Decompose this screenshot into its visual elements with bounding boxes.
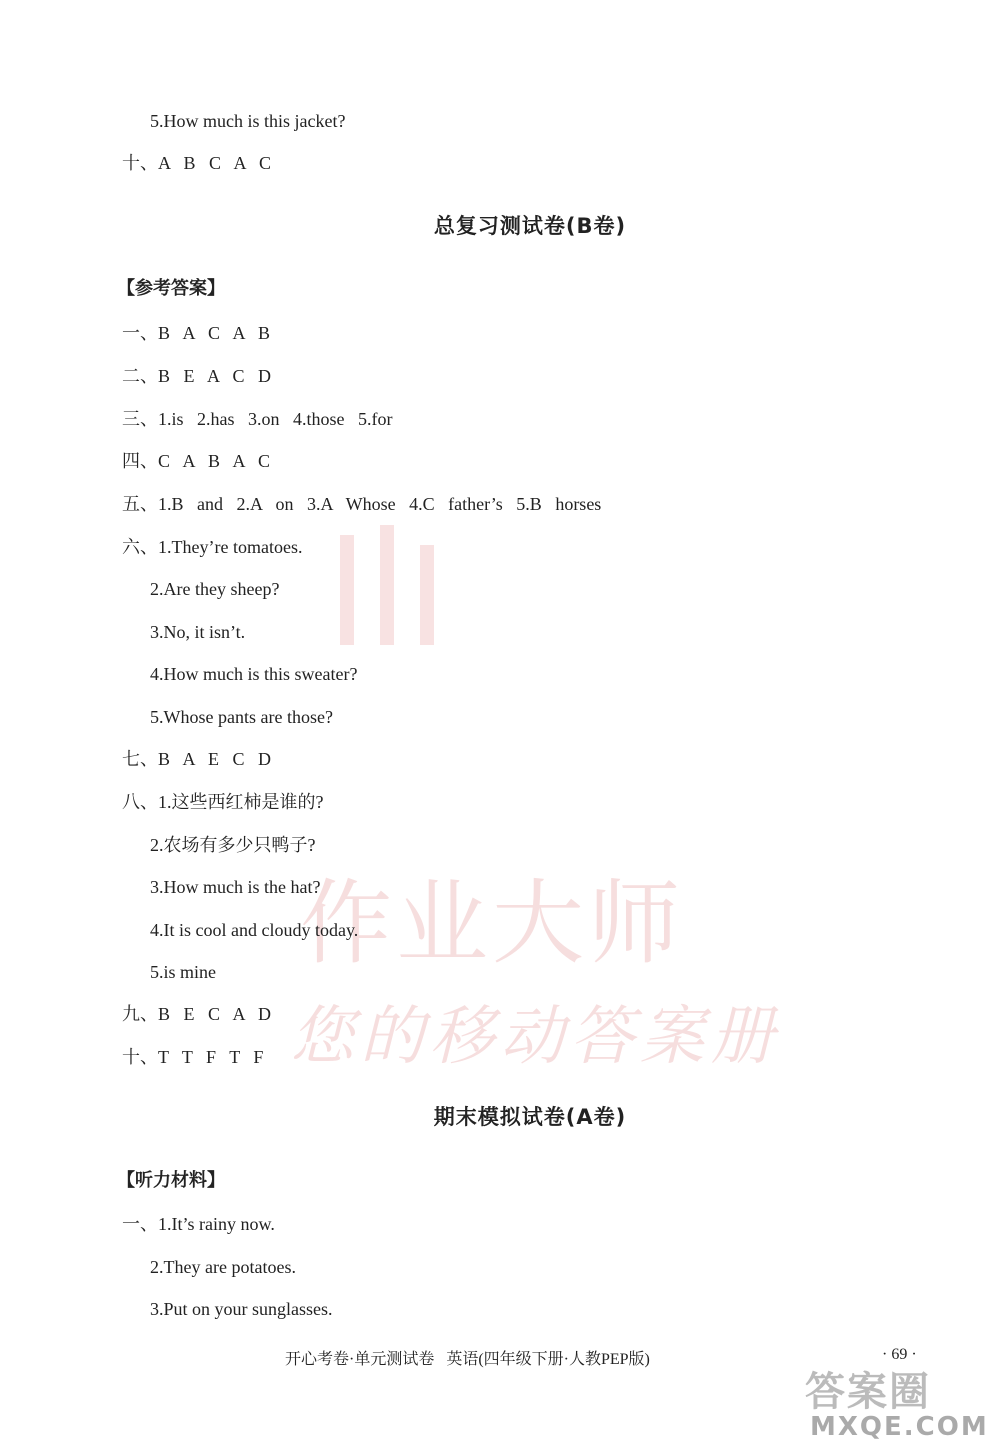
watermark-sub: 您的移动答案册 [290, 1000, 780, 1074]
answer-line: 3.How much is the hat? [150, 877, 321, 897]
answer-line: 2.农场有多少只鸭子? [150, 835, 316, 855]
answer-line: 十、T T F T F [122, 1047, 264, 1067]
section-a-title: 期末模拟试卷(A卷) [433, 1105, 627, 1129]
answer-line: 4.How much is this sweater? [150, 664, 358, 684]
answer-line: 4.It is cool and cloudy today. [150, 920, 359, 940]
answer-line: 三、1.is 2.has 3.on 4.those 5.for [122, 409, 393, 429]
answer-line: 二、B E A C D [122, 366, 272, 386]
watermark-logo [340, 525, 450, 645]
watermark-main: 作业大师 [300, 870, 685, 977]
page-footer: 开心考卷·单元测试卷 英语(四年级下册·人教PEP版) [285, 1351, 650, 1368]
top-item-question-5: 5.How much is this jacket? [150, 111, 346, 131]
answer-line: 5.is mine [150, 962, 216, 982]
answer-line: 六、1.They’re tomatoes. [122, 537, 303, 557]
page-number: · 69 · [882, 1346, 917, 1363]
answer-line: 五、1.B and 2.A on 3.A Whose 4.C father’s 5.B horses [122, 494, 602, 514]
answer-line: 一、B A C A B [122, 323, 271, 343]
answer-line: 七、B A E C D [122, 749, 272, 769]
answer-line: 九、B E C A D [122, 1004, 272, 1024]
material-line: 2.They are potatoes. [150, 1257, 296, 1277]
answer-line: 3.No, it isn’t. [150, 622, 246, 642]
top-item-section-10: 十、A B C A C [122, 153, 272, 173]
section-b-title: 总复习测试卷(B卷) [433, 214, 627, 238]
corner-logo-url: MXQE.COM [810, 1412, 989, 1442]
answer-line: 5.Whose pants are those? [150, 707, 333, 727]
answer-line: 2.Are they sheep? [150, 579, 280, 599]
answer-line: 八、1.这些西红柿是谁的? [122, 792, 324, 812]
corner-watermark-logo [800, 1360, 995, 1446]
corner-logo-text: 答案圈 [805, 1369, 931, 1415]
section-a-material-label: 【听力材料】 [117, 1170, 225, 1191]
material-line: 3.Put on your sunglasses. [150, 1299, 333, 1319]
section-b-answer-label: 【参考答案】 [117, 278, 225, 299]
material-line: 一、1.It’s rainy now. [122, 1214, 275, 1234]
answer-line: 四、C A B A C [122, 451, 271, 471]
